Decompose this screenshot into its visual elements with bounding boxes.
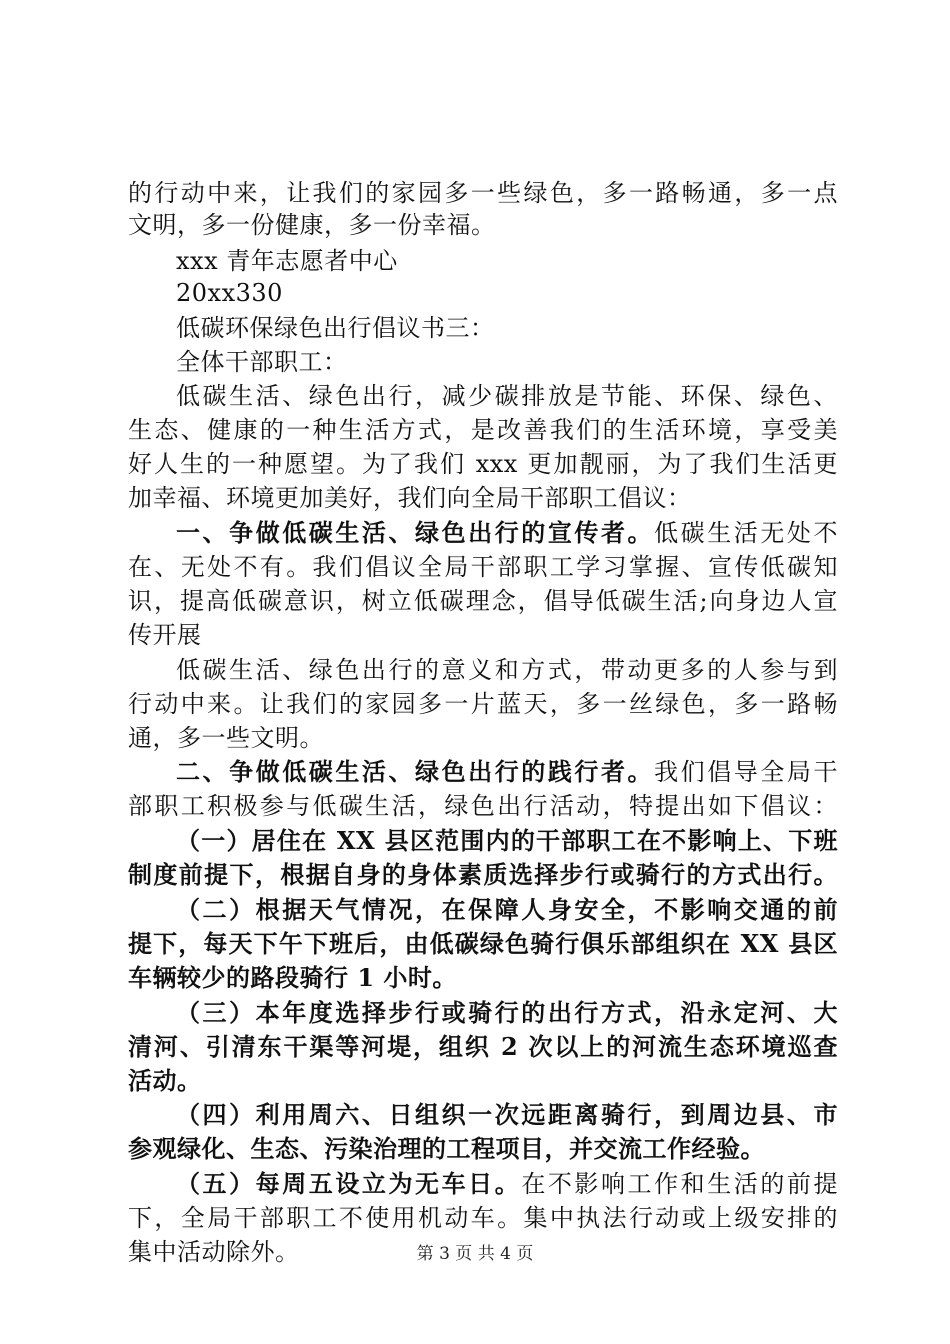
text-segment: 传开展: [128, 621, 202, 649]
text-line: [128, 961, 838, 995]
signature-date: [176, 276, 838, 310]
text-line: [128, 481, 838, 515]
text-line: [176, 379, 838, 413]
bold-text-segment: 制度前提下，根据自身的身体素质选择步行或骑行的方式出行。: [128, 860, 838, 889]
salutation: [176, 345, 838, 379]
text-line: [128, 858, 838, 892]
text-segment: 全体干部职工：: [176, 348, 348, 376]
text-line: [128, 584, 838, 618]
text-segment: 部职工积极参与低碳生活，绿色出行活动，特提出如下倡议：: [128, 792, 838, 820]
text-line: [176, 653, 838, 687]
item-one-line: [176, 824, 838, 858]
bold-text-segment: 二、争做低碳生活、绿色出行的践行者。: [176, 757, 655, 786]
text-line: [128, 1132, 838, 1166]
text-segment: 生态、健康的一种生活方式，是改善我们的生活环境，享受美: [128, 416, 838, 444]
text-line: [128, 447, 838, 481]
bold-text-segment: 车辆较少的路段骑行 1 小时。: [128, 963, 457, 992]
bold-text-segment: 一、争做低碳生活、绿色出行的宣传者。: [176, 518, 655, 547]
text-segment: 低碳生活、绿色出行的意义和方式，带动更多的人参与到: [176, 656, 838, 684]
bold-text-segment: 参观绿化、生态、污染治理的工程项目，并交流工作经验。: [128, 1134, 765, 1163]
page-number: 第 3 页 共 4 页: [416, 1244, 534, 1264]
text-segment: xxx 青年志愿者中心: [176, 247, 398, 275]
bold-text-segment: 活动。: [128, 1066, 202, 1095]
bold-text-segment: （一）居住在 XX 县区范围内的干部职工在不影响上、下班: [176, 826, 838, 855]
text-line: [128, 618, 838, 652]
text-segment: 的行动中来，让我们的家园多一些绿色，多一路畅通，多一点: [128, 179, 838, 207]
text-line: [128, 687, 838, 721]
text-segment: 20xx330: [176, 279, 283, 307]
text-segment: 集中活动除外。: [128, 1238, 300, 1266]
text-line: [128, 1064, 838, 1098]
text-segment: 在不影响工作和生活的前提: [521, 1170, 838, 1198]
item-four-line: [176, 1098, 838, 1132]
heading-two-line: [176, 755, 838, 789]
bold-text-segment: （四）利用周六、日组织一次远距离骑行，到周边县、市: [176, 1100, 838, 1129]
item-two-line: [176, 893, 838, 927]
text-segment: 文明，多一份健康，多一份幸福。: [128, 211, 496, 239]
bold-text-segment: 清河、引清东干渠等河堤，组织 2 次以上的河流生态环境巡查: [128, 1032, 838, 1061]
text-line: [128, 550, 838, 584]
text-segment: 低碳生活无处不: [654, 519, 838, 547]
text-segment: 低碳生活、绿色出行，减少碳排放是节能、环保、绿色、: [176, 382, 838, 410]
text-segment: 行动中来。让我们的家园多一片蓝天，多一丝绿色，多一路畅: [128, 690, 838, 718]
text-line: [128, 208, 838, 242]
bold-text-segment: （三）本年度选择步行或骑行的出行方式，沿永定河、大: [176, 998, 838, 1027]
text-line: [128, 1030, 838, 1064]
text-line: [128, 1201, 838, 1235]
item-five-line: [176, 1167, 838, 1201]
text-line: [128, 176, 838, 210]
text-segment: 在、无处不有。我们倡议全局干部职工学习掌握、宣传低碳知: [128, 553, 838, 581]
signature-org: [176, 244, 838, 278]
text-segment: 识，提高低碳意识，树立低碳理念，倡导低碳生活;向身边人宣: [128, 587, 838, 615]
text-line: [128, 413, 838, 447]
text-segment: 下，全局干部职工不使用机动车。集中执法行动或上级安排的: [128, 1204, 838, 1232]
text-line: [128, 927, 838, 961]
text-segment: 低碳环保绿色出行倡议书三：: [176, 314, 495, 342]
section-title: [176, 311, 838, 345]
text-segment: 好人生的一种愿望。为了我们 xxx 更加靓丽，为了我们生活更: [128, 450, 838, 478]
text-segment: 加幸福、环境更加美好，我们向全局干部职工倡议：: [128, 484, 692, 512]
text-segment: 我们倡导全局干: [654, 758, 838, 786]
bold-text-segment: （五）每周五设立为无车日。: [176, 1169, 522, 1198]
text-line: [128, 721, 838, 755]
bold-text-segment: 提下，每天下午下班后，由低碳绿色骑行俱乐部组织在 XX 县区: [128, 929, 838, 958]
heading-one-line: [176, 516, 838, 550]
item-three-line: [176, 996, 838, 1030]
text-segment: 通，多一些文明。: [128, 724, 324, 752]
text-line: [128, 789, 838, 823]
bold-text-segment: （二）根据天气情况，在保障人身安全，不影响交通的前: [176, 895, 838, 924]
